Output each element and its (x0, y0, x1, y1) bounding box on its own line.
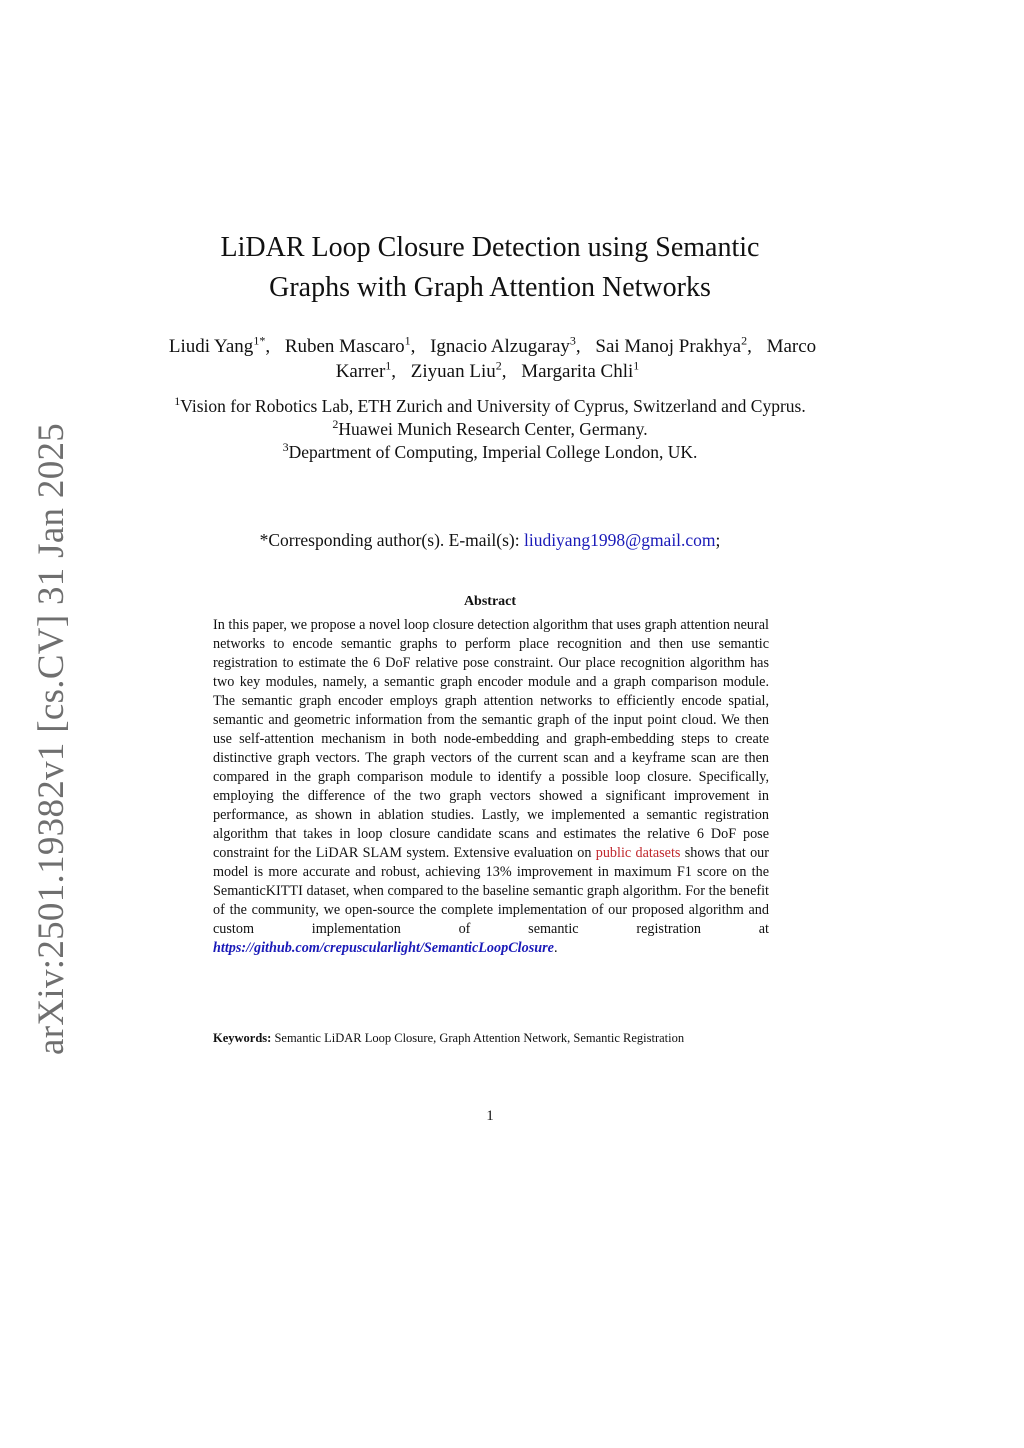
keywords (213, 1030, 769, 1046)
keywords-label: Keywords: (213, 1031, 272, 1045)
corresponding-author: *Corresponding author(s). E-mail(s): liudiyang1998@gmail.com; (259, 530, 721, 550)
title-line-2: Graphs with Graph Attention Networks (269, 272, 711, 303)
email-link[interactable]: liudiyang1998@gmail.com (523, 530, 716, 550)
paper-title (150, 228, 830, 308)
author: Ziyuan Liu$^2$, (410, 358, 507, 382)
author: Margarita Chli$^1$ (521, 358, 640, 382)
author: Ignacio Alzugaray$^3$, (430, 333, 581, 357)
title-line-1: LiDAR Loop Closure Detection using Semantic (220, 232, 760, 263)
author: Liudi Yang$^{1*}$, (168, 333, 271, 357)
arxiv-identifier: arXiv:2501.19382v1 [cs.CV] 31 Jan 2025 (31, 422, 72, 1055)
abstract-heading: Abstract (463, 594, 517, 609)
public-datasets-link[interactable]: public datasets (595, 845, 681, 861)
author: Marco Karrer$^1$, (335, 336, 817, 382)
author: Ruben Mascaro$^1$, (284, 333, 416, 357)
abstract-body: In this paper, we propose a novel loop closure detection algorithm that uses graph attention neural networks to encode semantic graphs to perform place recognition and then use semantic registration to estimate the 6 DoF relative pose constraint. Our place recognition algorithm has two key modules, namely, a semantic graph encoder module and a graph comparison module. The semantic graph encoder employs graph attention networks to efficiently encode spatial, semantic and geometric information from the semantic graph of the input point cloud. We then use self-attention mechanism in both node-embedding and graph-embedding steps to create distinctive graph vectors. The graph vectors of the current scan and a keyframe scan are then compared in the graph comparison module to identify a possible loop closure. Specifically, employing the difference of the two graph vectors showed a significant improvement in performance, as shown in ablation studies. Lastly, we implemented a semantic registration algorithm that takes in loop closure candidate scans and estimates the relative 6 DoF pose constraint for the LiDAR SLAM system. Extensive evaluation on public datasets shows that our model is more accurate and robust, achieving 13% improvement in maximum F1 score on the SemanticKITTI dataset, when compared to the baseline semantic graph algorithm. For the benefit of the community, we open-source the complete implementation of our proposed algorithm and custom implementation of semantic registration at https://github.com/crepuscularlight/SemanticLoopClosure. (213, 617, 769, 956)
repository-link[interactable]: https://github.com/crepuscularlight/SemanticLoopClosure (213, 940, 554, 956)
affiliation-list (150, 395, 830, 464)
affiliation: $^2$Huawei Munich Research Center, Germany. (332, 417, 648, 439)
affiliation: $^3$Department of Computing, Imperial College London, UK. (282, 440, 698, 462)
keywords-text: Semantic LiDAR Loop Closure, Graph Attention Network, Semantic Registration (274, 1031, 685, 1045)
affiliation: $^1$Vision for Robotics Lab, ETH Zurich and University of Cyprus, Switzerland and Cyprus. (174, 394, 806, 416)
author: Sai Manoj Prakhya$^2$, (595, 333, 752, 357)
author-list (150, 334, 830, 384)
page-number: 1 (486, 1108, 494, 1124)
